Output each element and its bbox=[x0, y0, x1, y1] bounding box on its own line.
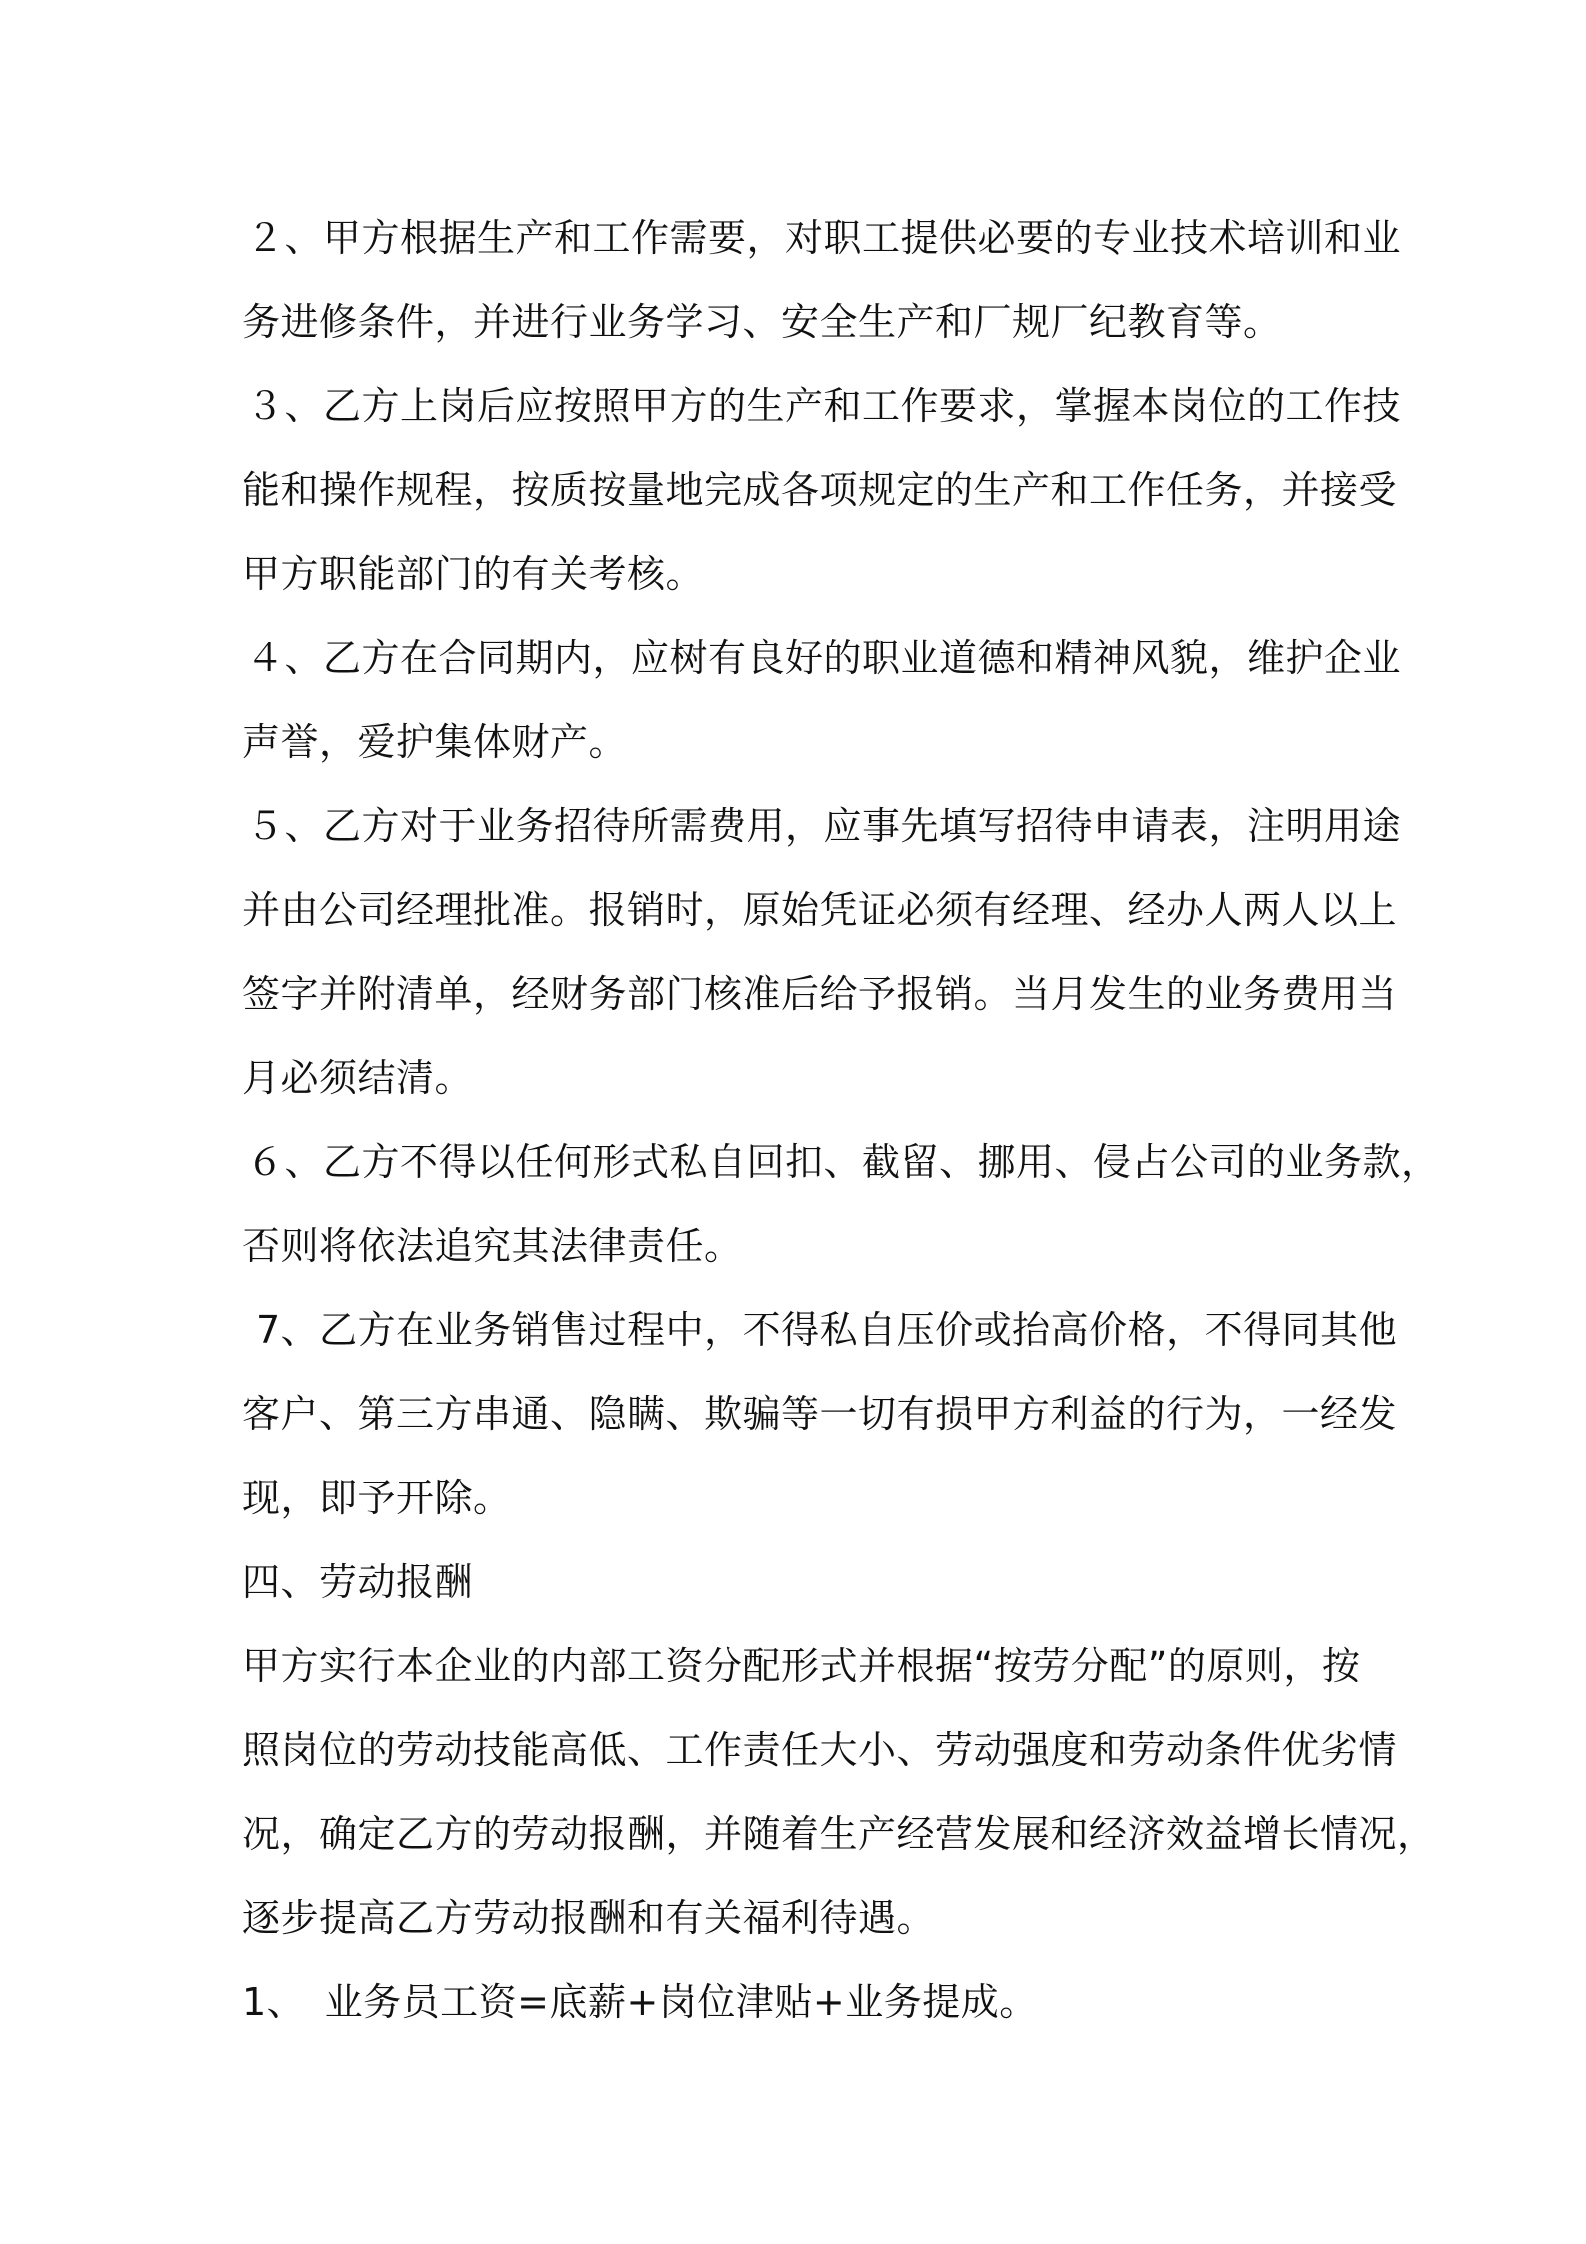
document-body bbox=[242, 196, 1440, 2044]
clause-7-line-2: 客户、第三方串通、隐瞒、欺骗等一切有损甲方利益的行为，一经发 bbox=[242, 1392, 1398, 1436]
clause-6-line-1: ６、乙方不得以任何形式私自回扣、截留、挪用、侵占公司的业务款， bbox=[246, 1140, 1440, 1184]
clause-5-line-2: 并由公司经理批准。报销时，原始凭证必须有经理、经办人两人以上 bbox=[242, 888, 1398, 932]
clause-5-line-3: 签字并附清单，经财务部门核准后给予报销。当月发生的业务费用当 bbox=[242, 972, 1398, 1016]
compensation-para-line-3: 况，确定乙方的劳动报酬，并随着生产经营发展和经济效益增长情况， bbox=[242, 1812, 1436, 1856]
compensation-para-line-4: 逐步提高乙方劳动报酬和有关福利待遇。 bbox=[242, 1896, 936, 1940]
clause-3-line-2: 能和操作规程，按质按量地完成各项规定的生产和工作任务，并接受 bbox=[242, 468, 1398, 512]
salary-formula-item: 1、 业务员工资=底薪+岗位津贴+业务提成。 bbox=[242, 1980, 1038, 2024]
clause-5-line-4: 月必须结清。 bbox=[242, 1056, 474, 1100]
clause-4-line-2: 声誉，爱护集体财产。 bbox=[242, 720, 628, 764]
compensation-para-line-2: 照岗位的劳动技能高低、工作责任大小、劳动强度和劳动条件优劣情 bbox=[242, 1728, 1398, 1772]
clause-4-line-1: ４、乙方在合同期内，应树有良好的职业道德和精神风貌，维护企业 bbox=[246, 636, 1402, 680]
clause-7-line-3: 现，即予开除。 bbox=[242, 1476, 512, 1520]
clause-2-line-2: 务进修条件，并进行业务学习、安全生产和厂规厂纪教育等。 bbox=[242, 300, 1282, 344]
clause-6-line-2: 否则将依法追究其法律责任。 bbox=[242, 1224, 743, 1268]
clause-2-line-1: ２、甲方根据生产和工作需要，对职工提供必要的专业技术培训和业 bbox=[246, 216, 1402, 260]
clause-3-line-3: 甲方职能部门的有关考核。 bbox=[242, 552, 705, 596]
clause-3-line-1: ３、乙方上岗后应按照甲方的生产和工作要求，掌握本岗位的工作技 bbox=[246, 384, 1402, 428]
clause-7-line-1: 7、乙方在业务销售过程中，不得私自压价或抬高价格，不得同其他 bbox=[256, 1308, 1398, 1352]
section-heading-compensation: 四、劳动报酬 bbox=[242, 1560, 474, 1604]
clause-5-line-1: ５、乙方对于业务招待所需费用，应事先填写招待申请表，注明用途 bbox=[246, 804, 1402, 848]
compensation-para-line-1: 甲方实行本企业的内部工资分配形式并根据“按劳分配”的原则，按 bbox=[242, 1644, 1361, 1688]
